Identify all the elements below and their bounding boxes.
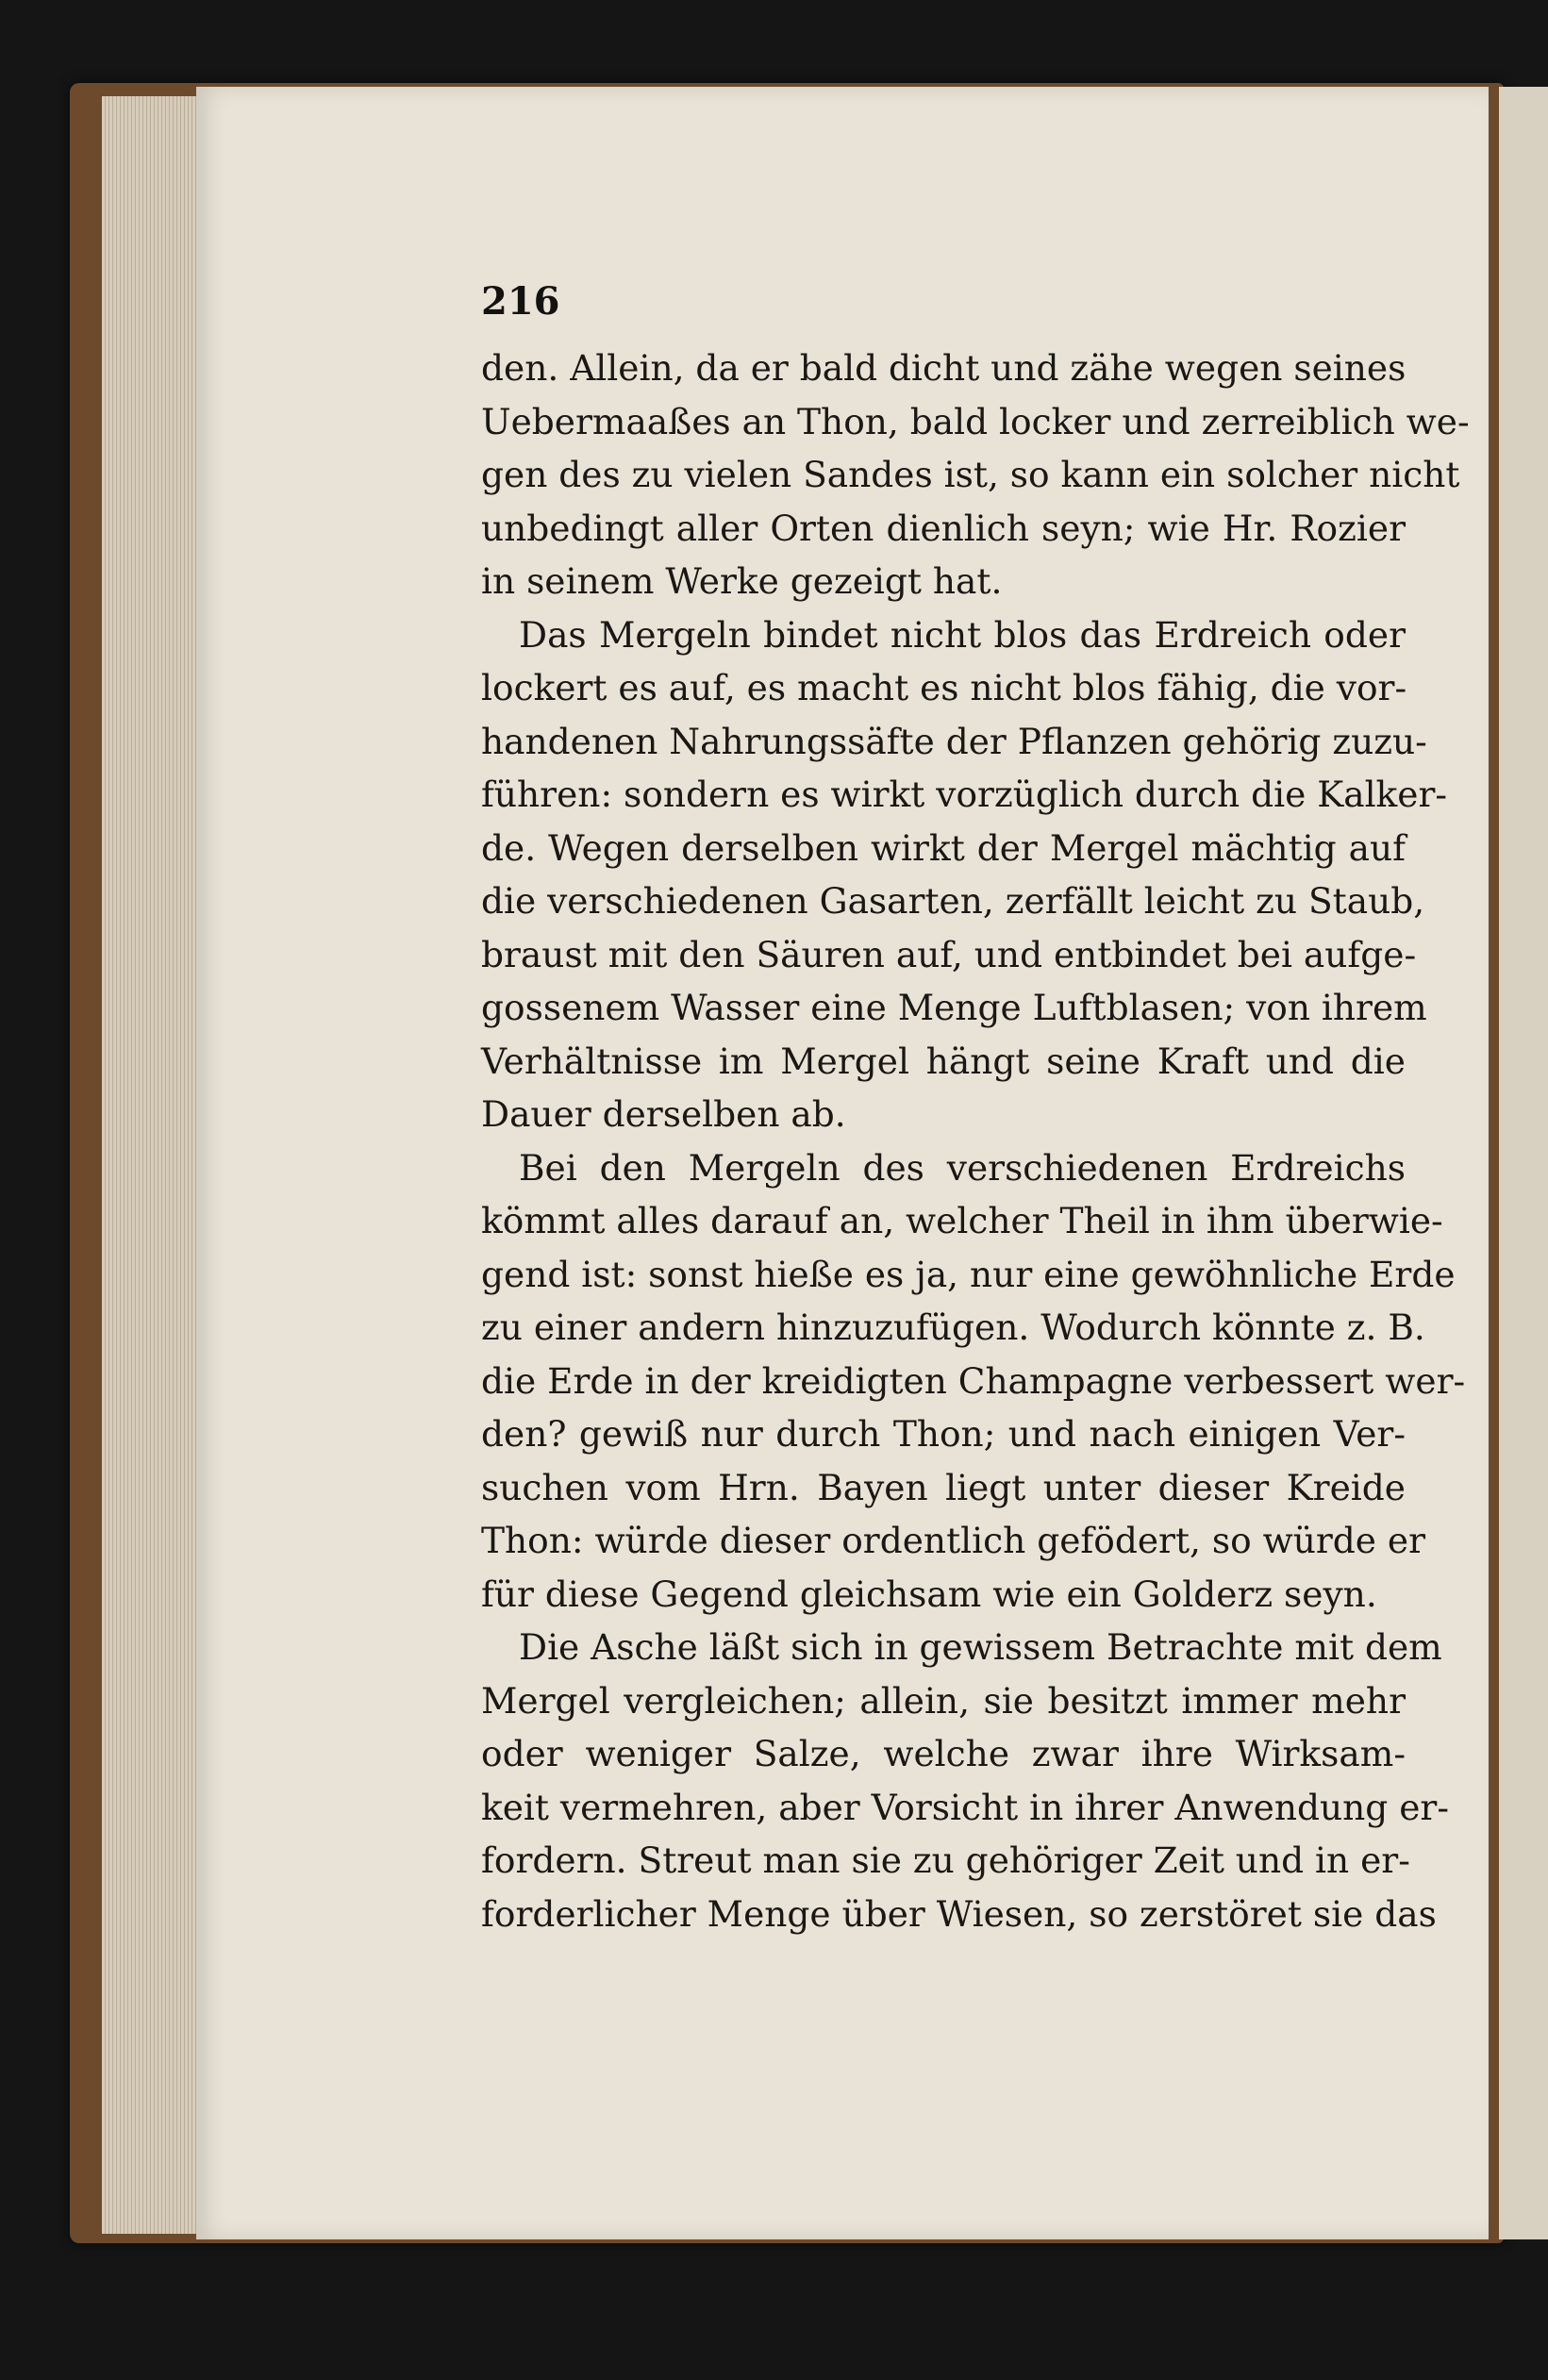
text-line: Mergel vergleichen; allein, sie besitzt immer mehr xyxy=(481,1679,1406,1722)
text-line: in seinem Werke gezeigt hat. xyxy=(481,560,1003,602)
text-line: forderlicher Menge über Wiesen, so zerstöret sie das xyxy=(481,1892,1437,1935)
text-line: handenen Nahrungssäfte der Pflanzen gehörig zuzu- xyxy=(481,720,1427,762)
text-line: oder weniger Salze, welche zwar ihre Wirksam- xyxy=(481,1733,1406,1774)
text-line: suchen vom Hrn. Bayen liegt unter dieser Kreide xyxy=(481,1466,1406,1508)
text-line: den. Allein, da er bald dicht und zähe wegen seines xyxy=(481,347,1407,389)
text-line: die Erde in der kreidigten Champagne verbessert wer- xyxy=(481,1359,1466,1402)
text-line: Die Asche läßt sich in gewissem Betrachte mit dem xyxy=(519,1626,1442,1668)
text-line: Dauer derselben ab. xyxy=(481,1093,846,1135)
text-line: gend ist: sonst hieße es ja, nur eine gewöhnliche Erde xyxy=(481,1253,1456,1295)
text-line: braust mit den Säuren auf, und entbindet bei aufge- xyxy=(481,933,1417,975)
text-line: unbedingt aller Orten dienlich seyn; wie Hr. Rozier xyxy=(481,507,1406,549)
body-text xyxy=(481,341,1470,1940)
text-line: die verschiedenen Gasarten, zerfällt leicht zu Staub, xyxy=(481,880,1425,922)
text-line: für diese Gegend gleichsam wie ein Golderz seyn. xyxy=(481,1573,1377,1615)
text-line: kömmt alles darauf an, welcher Theil in ihm überwie- xyxy=(481,1200,1443,1241)
text-line: Uebermaaßes an Thon, bald locker und zerreiblich we- xyxy=(481,400,1470,442)
page-number: 216 xyxy=(481,279,560,324)
text-line: Bei den Mergeln des verschiedenen Erdreichs xyxy=(519,1146,1406,1189)
next-page-edge xyxy=(1499,87,1548,2239)
text-line: Verhältnisse im Mergel hängt seine Kraft und die xyxy=(481,1040,1406,1082)
text-line: de. Wegen derselben wirkt der Mergel mächtig auf xyxy=(481,826,1406,869)
text-line: Thon: würde dieser ordentlich gefödert, so würde er xyxy=(481,1520,1426,1561)
text-line: Das Mergeln bindet nicht blos das Erdreich oder xyxy=(519,613,1406,656)
text-line: fordern. Streut man sie zu gehöriger Zeit und in er- xyxy=(481,1839,1410,1881)
text-line: gossenem Wasser eine Menge Luftblasen; von ihrem xyxy=(481,987,1427,1028)
text-line: zu einer andern hinzuzufügen. Wodurch könnte z. B. xyxy=(481,1307,1425,1348)
text-line: gen des zu vielen Sandes ist, so kann ein solcher nicht xyxy=(481,454,1460,495)
text-line: lockert es auf, es macht es nicht blos fähig, die vor- xyxy=(481,667,1407,708)
text-line: führen: sondern es wirkt vorzüglich durch die Kalker- xyxy=(481,774,1448,815)
text-line: keit vermehren, aber Vorsicht in ihrer Anwendung er- xyxy=(481,1786,1450,1828)
text-line: den? gewiß nur durch Thon; und nach einigen Ver- xyxy=(481,1413,1406,1455)
